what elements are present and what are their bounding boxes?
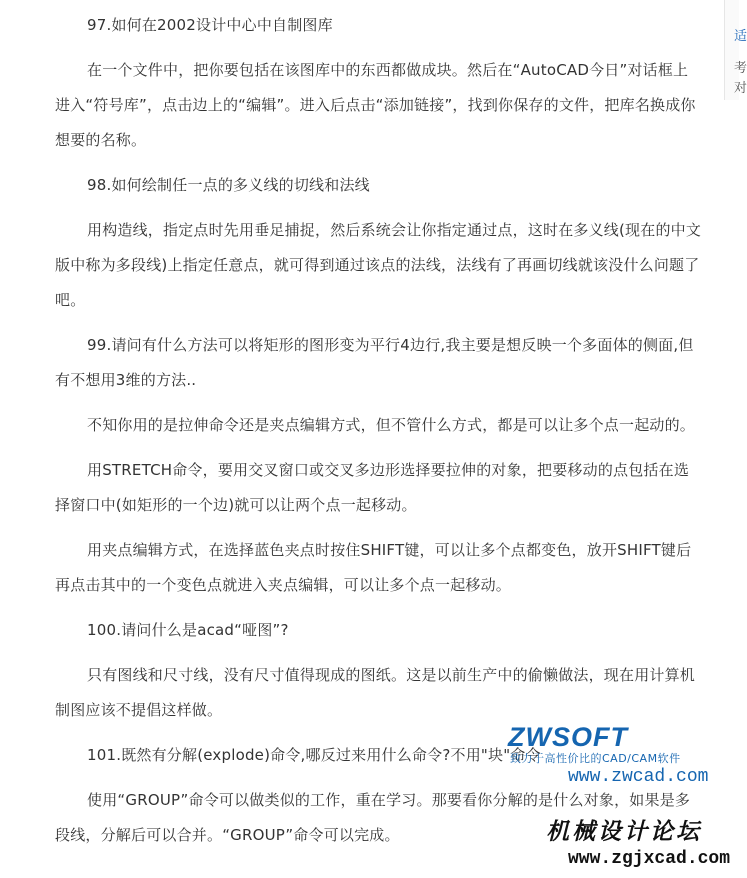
zwcad-url: www.zwcad.com [568,767,709,787]
answer-101: 使用“GROUP”命令可以做类似的工作，重在学习。那要看你分解的是什么对象，如果是多段线，分解后可以合并。“GROUP”命令可以完成。 [55,791,691,844]
question-97-title: 97.如何在2002设计中心中自制图库 [87,16,333,34]
sidebar-edge-text: 考 [734,61,747,76]
question-98-title: 98.如何绘制任一点的多义线的切线和法线 [87,176,370,194]
question-100-title: 100.请问什么是acad“哑图”? [87,621,289,639]
answer-99-grip: 用夹点编辑方式，在选择蓝色夹点时按住SHIFT键，可以让多个点都变色，放开SHIFT键后再点击其中的一个变色点就进入夹点编辑，可以让多个点一起移动。 [55,541,692,594]
answer-99-intro: 不知你用的是拉伸命令还是夹点编辑方式，但不管什么方式，都是可以让多个点一起动的。 [87,416,696,434]
answer-97: 在一个文件中，把你要包括在该图库中的东西都做成块。然后在“AutoCAD今日”对话框上进入“符号库”，点击边上的“编辑”。进入后点击“添加链接”，找到你保存的文件，把库名换成你想要的名称。 [55,61,696,149]
answer-99-stretch: 用STRETCH命令，要用交叉窗口或交叉多边形选择要拉伸的对象，把要移动的点包括在选择窗口中(如矩形的一个边)就可以让两个点一起移动。 [55,461,690,514]
forum-watermark-name: 机械设计论坛 [546,818,702,845]
question-101-title: 101.既然有分解(explode)命令,哪反过来用什么命令?不用"块"命令 [87,746,541,764]
forum-watermark-url: www.zgjxcad.com [568,849,731,869]
sidebar-edge-text: 对 [734,81,747,96]
answer-98: 用构造线，指定点时先用垂足捕捉，然后系统会让你指定通过点，这时在多义线(现在的中文版中称为多段线)上指定任意点，就可得到通过该点的法线，法线有了再画切线就该没什么问题了吧。 [55,221,702,309]
question-99-title: 99.请问有什么方法可以将矩形的图形变为平行4边行,我主要是想反映一个多面体的侧面,但有不想用3维的方法.. [55,336,694,389]
sidebar-edge-link[interactable]: 适 [734,29,747,44]
zwsoft-logo: ZWSOFT [508,722,628,752]
answer-100: 只有图线和尺寸线，没有尺寸值得现成的图纸。这是以前生产中的偷懒做法，现在用计算机制图应该不提倡这样做。 [55,666,696,719]
zwsoft-slogan: 致力于高性价比的CAD/CAM软件 [510,752,681,765]
